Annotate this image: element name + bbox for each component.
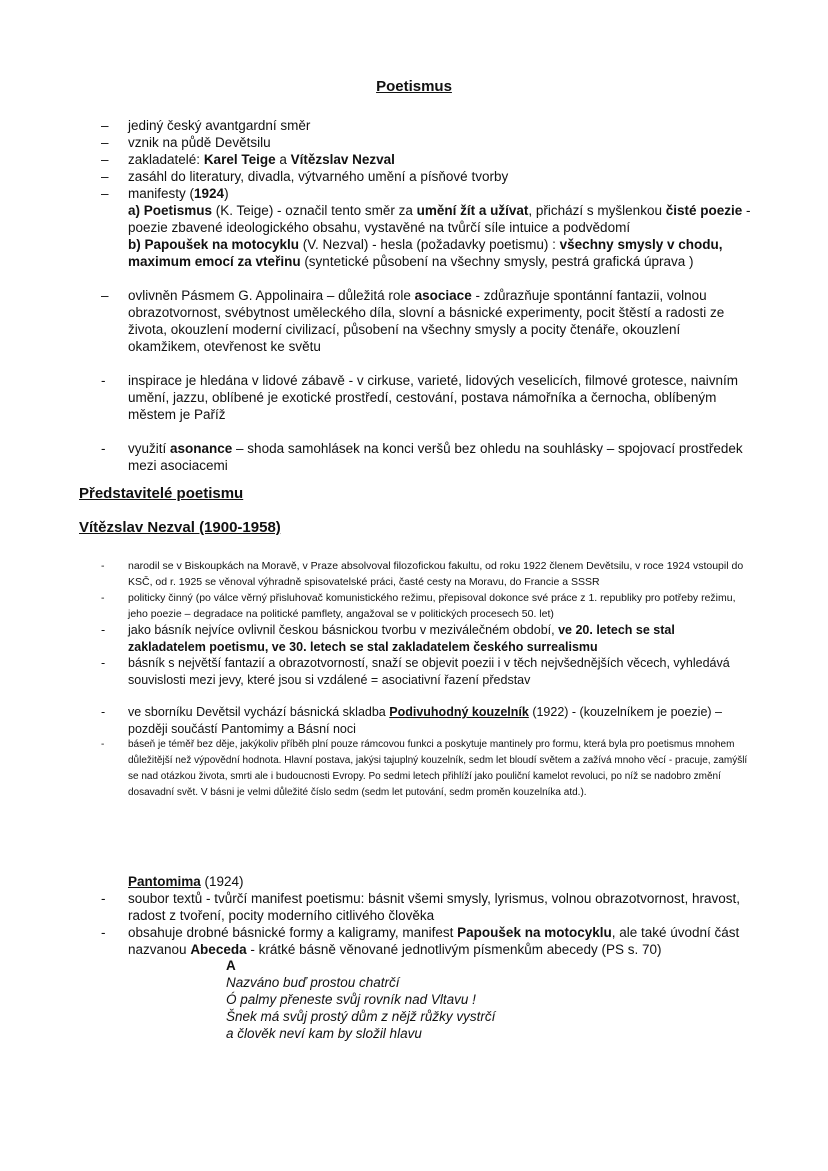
- intro-list: [101, 117, 751, 474]
- pantomima-heading: Pantomima (1924): [128, 874, 244, 889]
- list-item: - narodil se v Biskoupkách na Moravě, v Praze absolvoval filozofickou fakultu, od roku 1922 členem Devětsilu, v roce 1924 vstoupil do KSČ, od r. 1925 se věnoval výhradně spisovatelské práci, časté cesty na Moravu, do Francie a SSSR: [101, 560, 744, 588]
- poem-line: Šnek má svůj prostý dům z nějž růžky vystrčí: [226, 1009, 496, 1024]
- heading-authors: Představitelé poetismu: [79, 485, 244, 502]
- poem-line: Ó palmy přeneste svůj rovník nad Vltavu !: [226, 992, 476, 1007]
- nezval-list: [101, 558, 751, 801]
- poem-line: a člověk neví kam by složil hlavu: [226, 1026, 422, 1041]
- list-item: – vznik na půdě Devětsilu: [101, 135, 271, 150]
- poem-letter: A: [226, 958, 236, 973]
- list-item: - báseň je téměř bez děje, jakýkoliv příběh plní pouze rámcovou funkci a poskytuje mantinely pro formu, která byla pro poetismus mnohem důležitější než výpovědní hodnota. Hlavní postava, jakýsi tajuplný kouzelník, sedm let bloudí světem a zažívá mnoho věcí - pracuje, zamýšlí se nad otázkou života, smrti ale i budoucnosti Evropy. Po sedmi letech přihlíží jako pouliční kamelot revoluci, po níž se nadobro změní dosavadní svět. V básni je velmi důležité číslo sedm (sedm let putování, sedm proměn kouzelníka atd.).: [101, 739, 748, 798]
- list-item: - obsahuje drobné básnické formy a kaligramy, manifest Papoušek na motocyklu, ale také úvodní část nazvanou Abeceda - krátké básně věnované jednotlivým písmenkům abecedy (PS s. 70): [101, 925, 740, 957]
- heading-nezval: Vítězslav Nezval (1900-1958): [79, 519, 281, 536]
- list-item: - ve sborníku Devětsil vychází básnická skladba Podivuhodný kouzelník (1922) - (kouzelníkem je poezie) – později součástí Pantomimy a Básní noci: [101, 705, 722, 736]
- list-item: - využití asonance – shoda samohlásek na konci veršů bez ohledu na souhlásky – spojovací prostředek mezi asociacemi: [101, 441, 743, 473]
- list-item: – zasáhl do literatury, divadla, výtvarného umění a písňové tvorby: [101, 169, 509, 184]
- poem-line: Nazváno buď prostou chatrčí: [226, 975, 400, 990]
- list-item: – ovlivněn Pásmem G. Appolinaira – důležitá role asociace - zdůrazňuje spontánní fantazii, volnou obrazotvornost, svébytnost uměleckého díla, slovní a básnické experimenty, pocit štěstí a radosti ze života, okouzlení moderní civilizací, působení na všechny smysly a pocity čtenáře, okouzlení okamžikem, otevřenost ke světu: [101, 288, 725, 354]
- poem-abeceda-a: [226, 957, 495, 1042]
- manifest-a: a) Poetismus (K. Teige) - označil tento směr za umění žít a užívat, přichází s myšlenkou čisté poezie - poezie zbavené ideologického obsahu, vystavěné na tvůrčí síle intuice a podvědomí: [128, 203, 751, 235]
- list-item: – manifesty (1924) a) Poetismus (K. Teige) - označil tento směr za umění žít a užívat, přichází s myšlenkou čisté poezie - poezie zbavené ideologického obsahu, vystavěné na tvůrčí síle intuice a podvědomí b) Papoušek na motocyklu (V. Nezval) - hesla (požadavky poetismu) : všechny smysly v chodu, maximum emocí za vteřinu (syntetické působení na všechny smysly, pestrá grafická úprava ): [101, 186, 751, 269]
- list-item: - jako básník nejvíce ovlivnil českou básnickou tvorbu v meziválečném období, ve 20. letech se stal zakladatelem poetismu, ve 30. letech se stal zakladatelem českého surrealismu: [101, 623, 675, 654]
- manifest-b: b) Papoušek na motocyklu (V. Nezval) - hesla (požadavky poetismu) : všechny smysly v chodu, maximum emocí za vteřinu (syntetické působení na všechny smysly, pestrá grafická úprava ): [128, 237, 723, 269]
- page-title: Poetismus: [376, 78, 452, 95]
- list-item: - soubor textů - tvůrčí manifest poetismu: básnit všemi smysly, lyrismus, volnou obrazotvornost, hravost, radost z tvoření, pocity moderního citlivého člověka: [101, 891, 740, 923]
- list-item: - inspirace je hledána v lidové zábavě - v cirkuse, varieté, lidových veselicích, filmové grotesce, naivním umění, jazzu, oblíbené je exotické prostředí, cestování, postava námořníka a černocha, oblíbeným městem je Paříž: [101, 373, 739, 422]
- list-item: – zakladatelé: Karel Teige a Vítězslav Nezval: [101, 152, 395, 167]
- list-item: – jediný český avantgardní směr: [101, 118, 311, 133]
- pantomima-list: [101, 890, 751, 958]
- list-item: - básník s největší fantazií a obrazotvorností, snaží se objevit poezii i v těch nejvšednějších věcech, vyhledává souvislosti mezi jevy, které jsou si vzdálené = asociativní řazení představ: [101, 656, 730, 687]
- list-item: - politicky činný (po válce věrný přisluhovač komunistického režimu, přepisoval dokonce své práce z 1. republiky pro potřeby režimu, jeho poezie – degradace na politické pamflety, angažoval se v politických procesech 50. let): [101, 592, 736, 620]
